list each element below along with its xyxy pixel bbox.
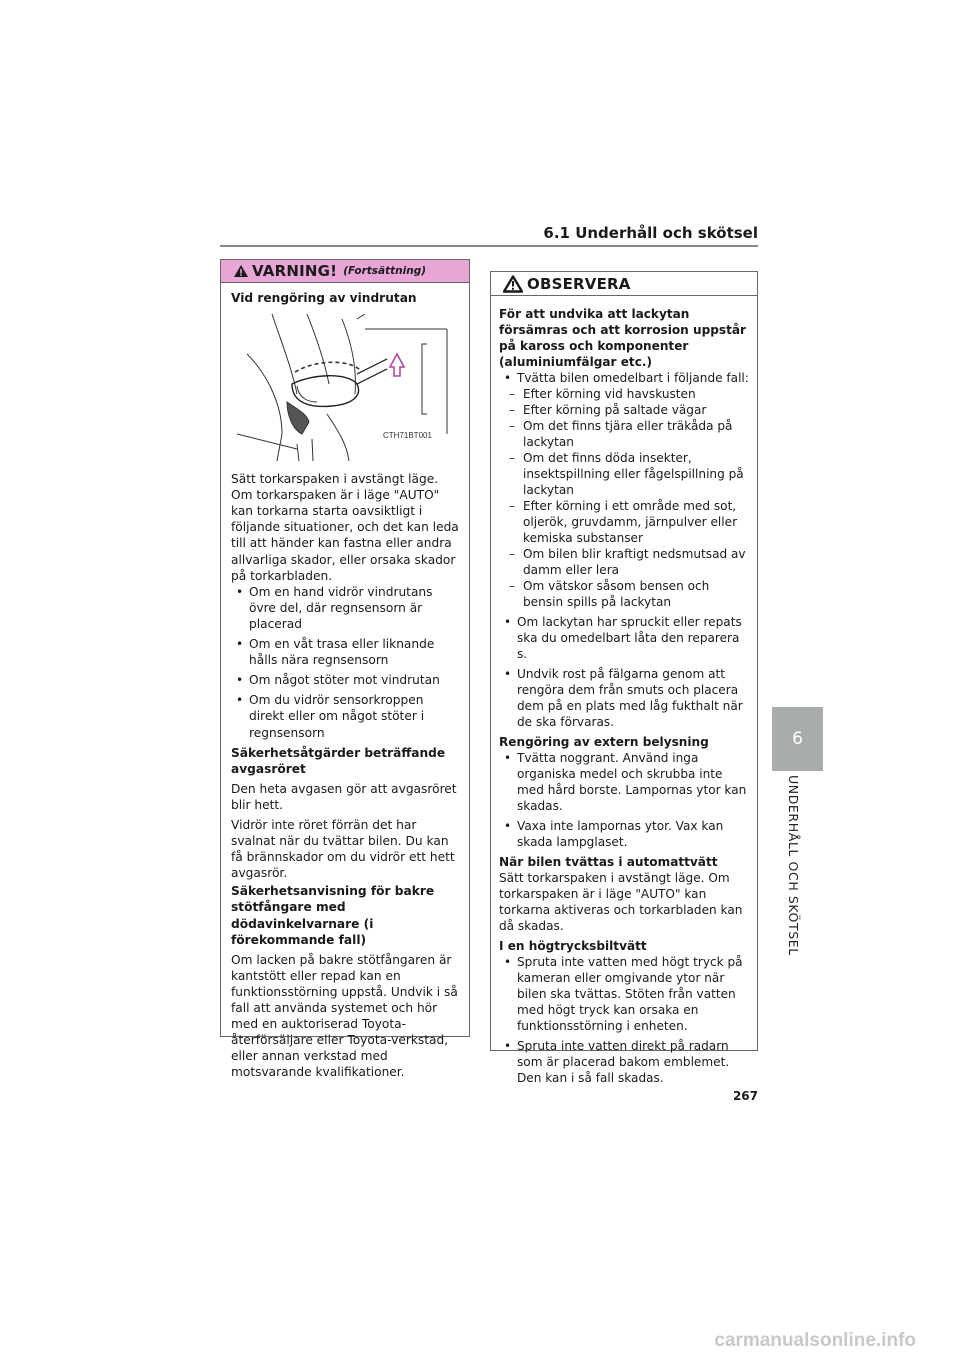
bumper-heading: Säkerhetsanvisning för bakre stötfångare med dödavinkelvarnare (i förekommande fall) [231,884,435,947]
windshield-bullet-list [231,584,462,741]
list-item: • Om något stöter mot vindrutan [231,672,462,688]
list-item: – Efter körning vid havskusten [499,386,753,402]
paint-dash-list [499,386,753,610]
list-item: • Spruta inte vatten med högt tryck på kameran eller omgivande ytor när bilen ska tvättas. Stöten från vatten med högt tryck kan orsaka en funktionsstörning i enheten. [499,954,753,1034]
notice-box [490,271,758,1085]
lights-bullet-list [499,750,753,850]
warning-header [221,260,469,283]
list-item: • Tvätta noggrant. Använd inga organiska medel och skrubba inte med hård borste. Lampornas ytor kan skadas. [499,750,753,814]
warning-box [220,259,470,1080]
exhaust-paragraph-1: Den heta avgasen gör att avgasröret blir hett. [231,781,457,812]
automatic-wash-text: Sätt torkarspaken i avstängt läge. Om torkarspaken är i läge "AUTO" kan torkarna aktiveras och torkarbladen kan då skadas. [499,871,743,933]
paint-bullet-list [499,370,753,730]
chapter-label: UNDERHÅLL OCH SKÖTSEL [786,775,801,956]
page-number: 267 [732,1089,758,1103]
chapter-number-tab: 6 [772,707,823,771]
paint-bullet-text: Tvätta bilen omedelbart i följande fall: [517,371,749,385]
warning-triangle-icon [233,264,249,278]
list-item: – Om det finns tjära eller träkåda på lackytan [499,418,753,450]
list-item: – Efter körning på saltade vägar [499,402,753,418]
windshield-text: Sätt torkarspaken i avstängt läge. Om torkarspaken är i läge "AUTO" kan torkarna starta oavsiktligt i följande situationer, och det kan leda till att händer kan fastna eller andra allvarliga skador, eller orsaka skador på torkarbladen. [231,472,459,583]
lights-heading: Rengöring av extern belysning [499,735,709,749]
list-item: • Om en våt trasa eller liknande hålls nära regnsensorn [231,636,462,668]
exhaust-paragraph-2: Vidrör inte röret förrän det har svalnat när du tvättar bilen. Du kan få brännskador om du vidrör ett hett avgasrör. [231,817,455,881]
pressure-bullet-list [499,954,753,1086]
list-item: • Om lackytan har spruckit eller repats ska du omedelbart låta den reparera s. [499,614,753,662]
figure-code: CTH71BT001 [383,431,432,441]
list-item: – Om vätskor såsom bensen och bensin spills på lackytan [499,578,753,610]
list-item: • Om du vidrör sensorkroppen direkt eller om något stöter i regnsensorn [231,692,462,740]
list-item: • Om en hand vidrör vindrutans övre del, där regnsensorn är placerad [231,584,462,632]
bumper-text: Om lacken på bakre stötfångaren är kantstött eller repad kan en funktionsstörning uppstå. Undvik i så fall att använda systemet och hör med en auktoriserad Toyota-återförsäljare eller Toyota-verkstad, eller annan verkstad med motsvarande kvalifikationer. [231,952,458,1080]
list-item: – Om det finns döda insekter, insektspillning eller fågelspillning på lackytan [499,450,753,498]
list-item: • Undvik rost på fälgarna genom att rengöra dem från smuts och placera dem på en plats med låg fukthalt när de ska förvaras. [499,666,753,730]
list-item [499,370,753,610]
list-item: – Om bilen blir kraftigt nedsmutsad av damm eller lera [499,546,753,578]
windshield-heading: Vid rengöring av vindrutan [231,291,417,305]
warning-title: VARNING! [252,262,338,280]
automatic-wash-heading: När bilen tvättas i automattvätt [499,855,718,869]
header-rule [220,245,758,247]
notice-header [491,272,757,296]
paint-heading: För att undvika att lackytan försämras och att korrosion uppstår på kaross och komponenter (aluminiumfälgar etc.) [499,307,747,369]
windshield-rain-sensor-illustration [237,314,455,461]
notice-title: OBSERVERA [527,274,631,293]
watermark: carmanualsonline.info [714,1330,916,1351]
list-item: • Spruta inte vatten direkt på radarn som är placerad bakom emblemet. Den kan i så fall skadas. [499,1038,753,1086]
pressure-wash-heading: I en högtrycksbiltvätt [499,939,647,953]
exhaust-heading: Säkerhetsåtgärder beträffande avgasröret [231,745,446,776]
list-item: – Efter körning i ett område med sot, oljerök, gruvdamm, järnpulver eller kemiska substanser [499,498,753,546]
warning-continued: (Fortsättning) [343,265,427,277]
section-title: 6.1 Underhåll och skötsel [543,224,758,242]
arrow-icon [390,354,404,376]
list-item: • Vaxa inte lampornas ytor. Vax kan skada lampglaset. [499,818,753,850]
caution-triangle-icon [503,275,523,293]
